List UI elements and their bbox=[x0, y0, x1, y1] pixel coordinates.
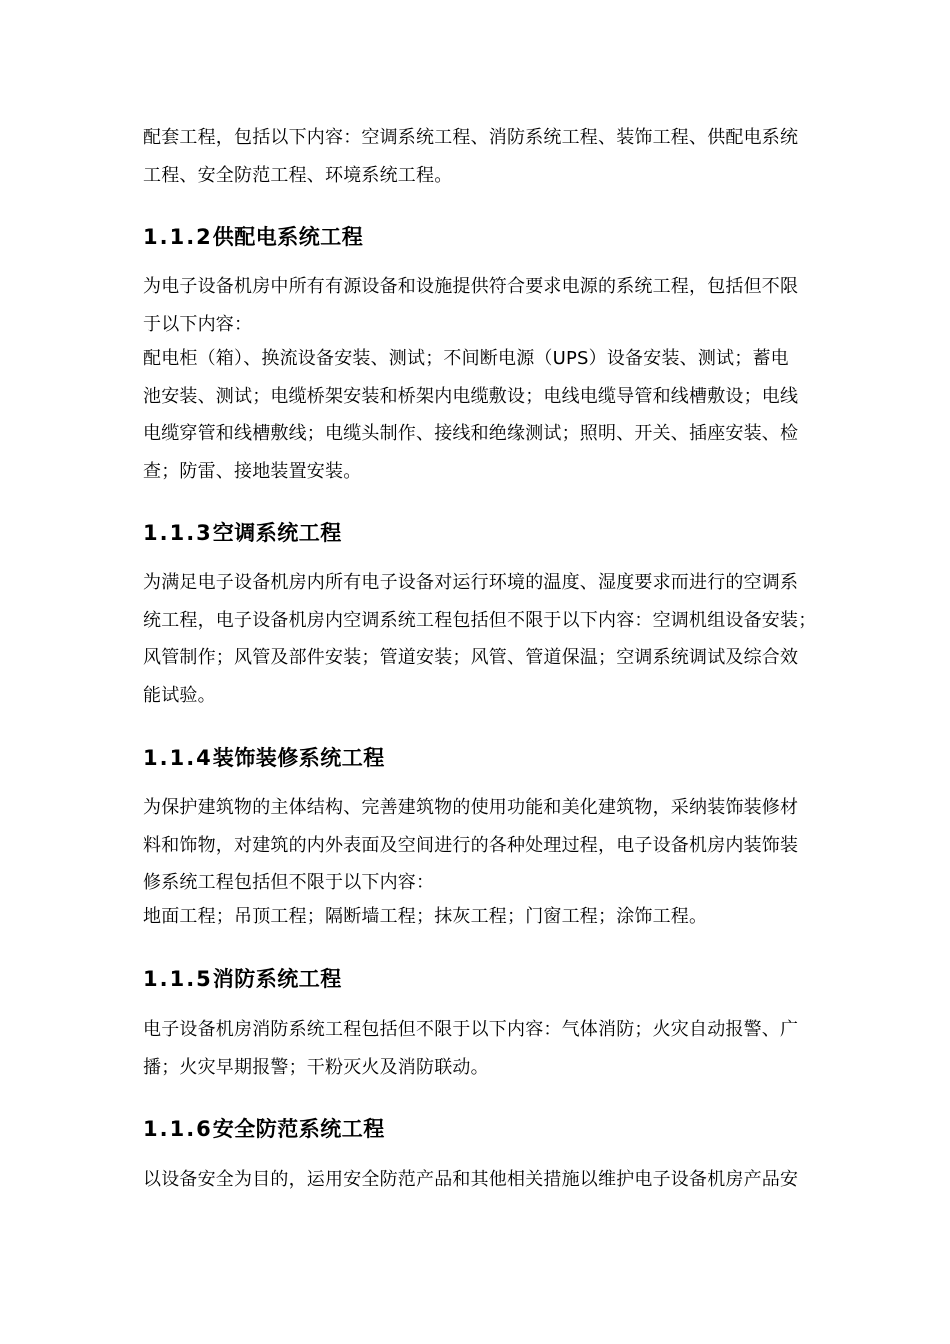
section-heading-1-1-2 bbox=[143, 223, 843, 251]
section-paragraph: 为满足电子设备机房内所有电子设备对运行环境的温度、湿度要求而进行的空调系 统工程，电子设备机房内空调系统工程包括但不限于以下内容：空调机组设备安装； 风管制作；风管及部件安装；管道安装；风管、管道保温；空调系统调试及综合效 能试验。 bbox=[143, 572, 817, 706]
section-paragraph: 地面工程；吊顶工程；隔断墙工程；抹灰工程；门窗工程；涂饰工程。 bbox=[143, 906, 708, 927]
section-title: 安全防范系统工程 bbox=[212, 1117, 385, 1141]
section-paragraph: 以设备安全为目的，运用安全防范产品和其他相关措施以维护电子设备机房产品安 bbox=[143, 1169, 799, 1190]
section-heading-1-1-6 bbox=[143, 1115, 843, 1143]
section-title: 消防系统工程 bbox=[212, 967, 342, 991]
section-heading-1-1-4 bbox=[143, 744, 843, 772]
section-number: 1.1.3 bbox=[143, 521, 213, 545]
section-number: 1.1.4 bbox=[143, 746, 213, 770]
section-heading-1-1-5 bbox=[143, 965, 843, 993]
section-title: 供配电系统工程 bbox=[212, 225, 364, 249]
section-paragraph: 配电柜（箱）、换流设备安装、测试；不间断电源（UPS）设备安装、测试；蓄电 池安装、测试；电缆桥架安装和桥架内电缆敷设；电线电缆导管和线槽敷设；电线 电缆穿管和线槽敷线；电缆头制作、接线和绝缘测试；照明、开关、插座安装、检 查；防雷、接地装置安装。 bbox=[143, 348, 799, 482]
section-number: 1.1.2 bbox=[143, 225, 213, 249]
section-paragraph: 为电子设备机房中所有有源设备和设施提供符合要求电源的系统工程，包括但不限 于以下内容： bbox=[143, 276, 799, 335]
section-title: 空调系统工程 bbox=[212, 521, 342, 545]
section-paragraph: 电子设备机房消防系统工程包括但不限于以下内容：气体消防；火灾自动报警、广 播；火灾早期报警；干粉灭火及消防联动。 bbox=[143, 1019, 799, 1078]
section-number: 1.1.6 bbox=[143, 1117, 213, 1141]
intro-paragraph: 配套工程，包括以下内容：空调系统工程、消防系统工程、装饰工程、供配电系统 工程、安全防范工程、环境系统工程。 bbox=[143, 127, 799, 186]
section-title: 装饰装修系统工程 bbox=[212, 746, 385, 770]
section-paragraph: 为保护建筑物的主体结构、完善建筑物的使用功能和美化建筑物，采纳装饰装修材 料和饰物，对建筑的内外表面及空间进行的各种处理过程，电子设备机房内装饰装 修系统工程包括但不限于以下内容： bbox=[143, 797, 799, 893]
section-heading-1-1-3 bbox=[143, 519, 843, 547]
section-number: 1.1.5 bbox=[143, 967, 213, 991]
